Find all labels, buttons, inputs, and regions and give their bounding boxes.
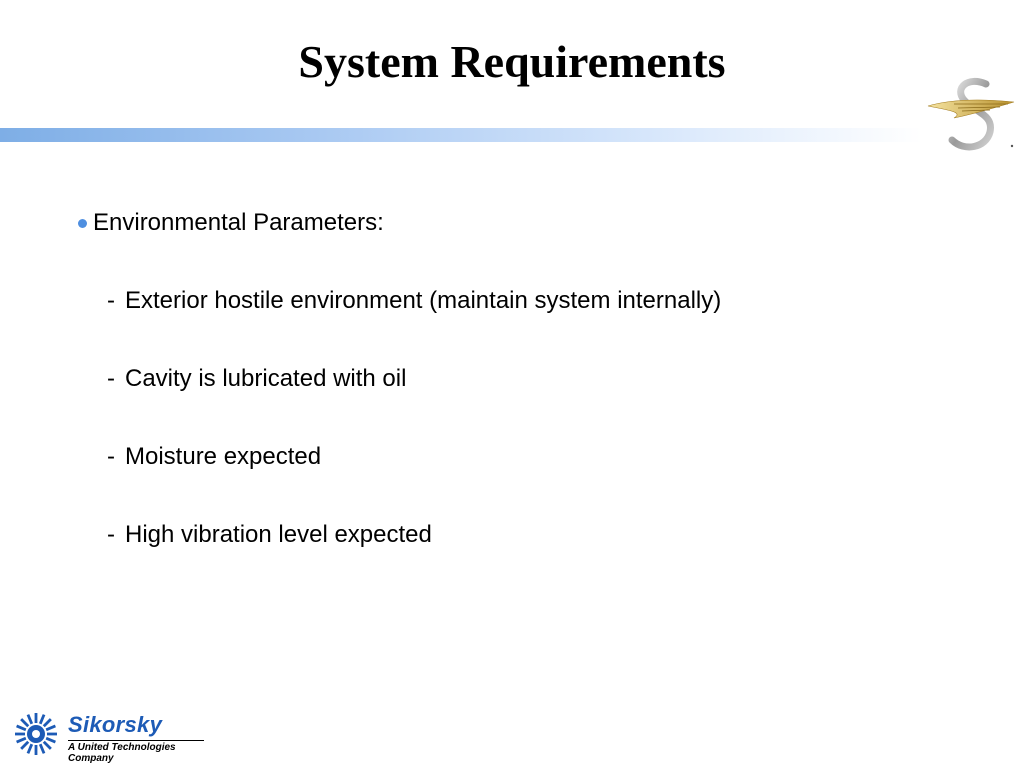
slide-body [74, 205, 974, 553]
sub-item [107, 283, 974, 319]
sub-item-text: Moisture expected [125, 443, 322, 470]
sikorsky-corner-logo-icon [924, 74, 1020, 158]
sub-item [107, 439, 974, 475]
dash-marker: - [107, 365, 115, 392]
title-underline-bar [0, 128, 922, 142]
sub-item [107, 517, 974, 553]
sub-item-text: High vibration level expected [125, 521, 432, 548]
sub-item-text: Cavity is lubricated with oil [125, 365, 407, 392]
footer-tagline: A United Technologies Company [68, 740, 204, 764]
slide-title: System Requirements [298, 36, 726, 87]
sub-item-text: Exterior hostile environment (maintain system internally) [125, 287, 722, 314]
dash-marker: - [107, 443, 115, 470]
dash-marker: - [107, 287, 115, 314]
bullet-label: Environmental Parameters: [93, 209, 384, 236]
dash-marker: - [107, 521, 115, 548]
footer-company-name: Sikorsky [68, 712, 163, 737]
bullet-dot-icon [78, 219, 87, 228]
bullet-item [74, 205, 974, 241]
sub-item [107, 361, 974, 397]
